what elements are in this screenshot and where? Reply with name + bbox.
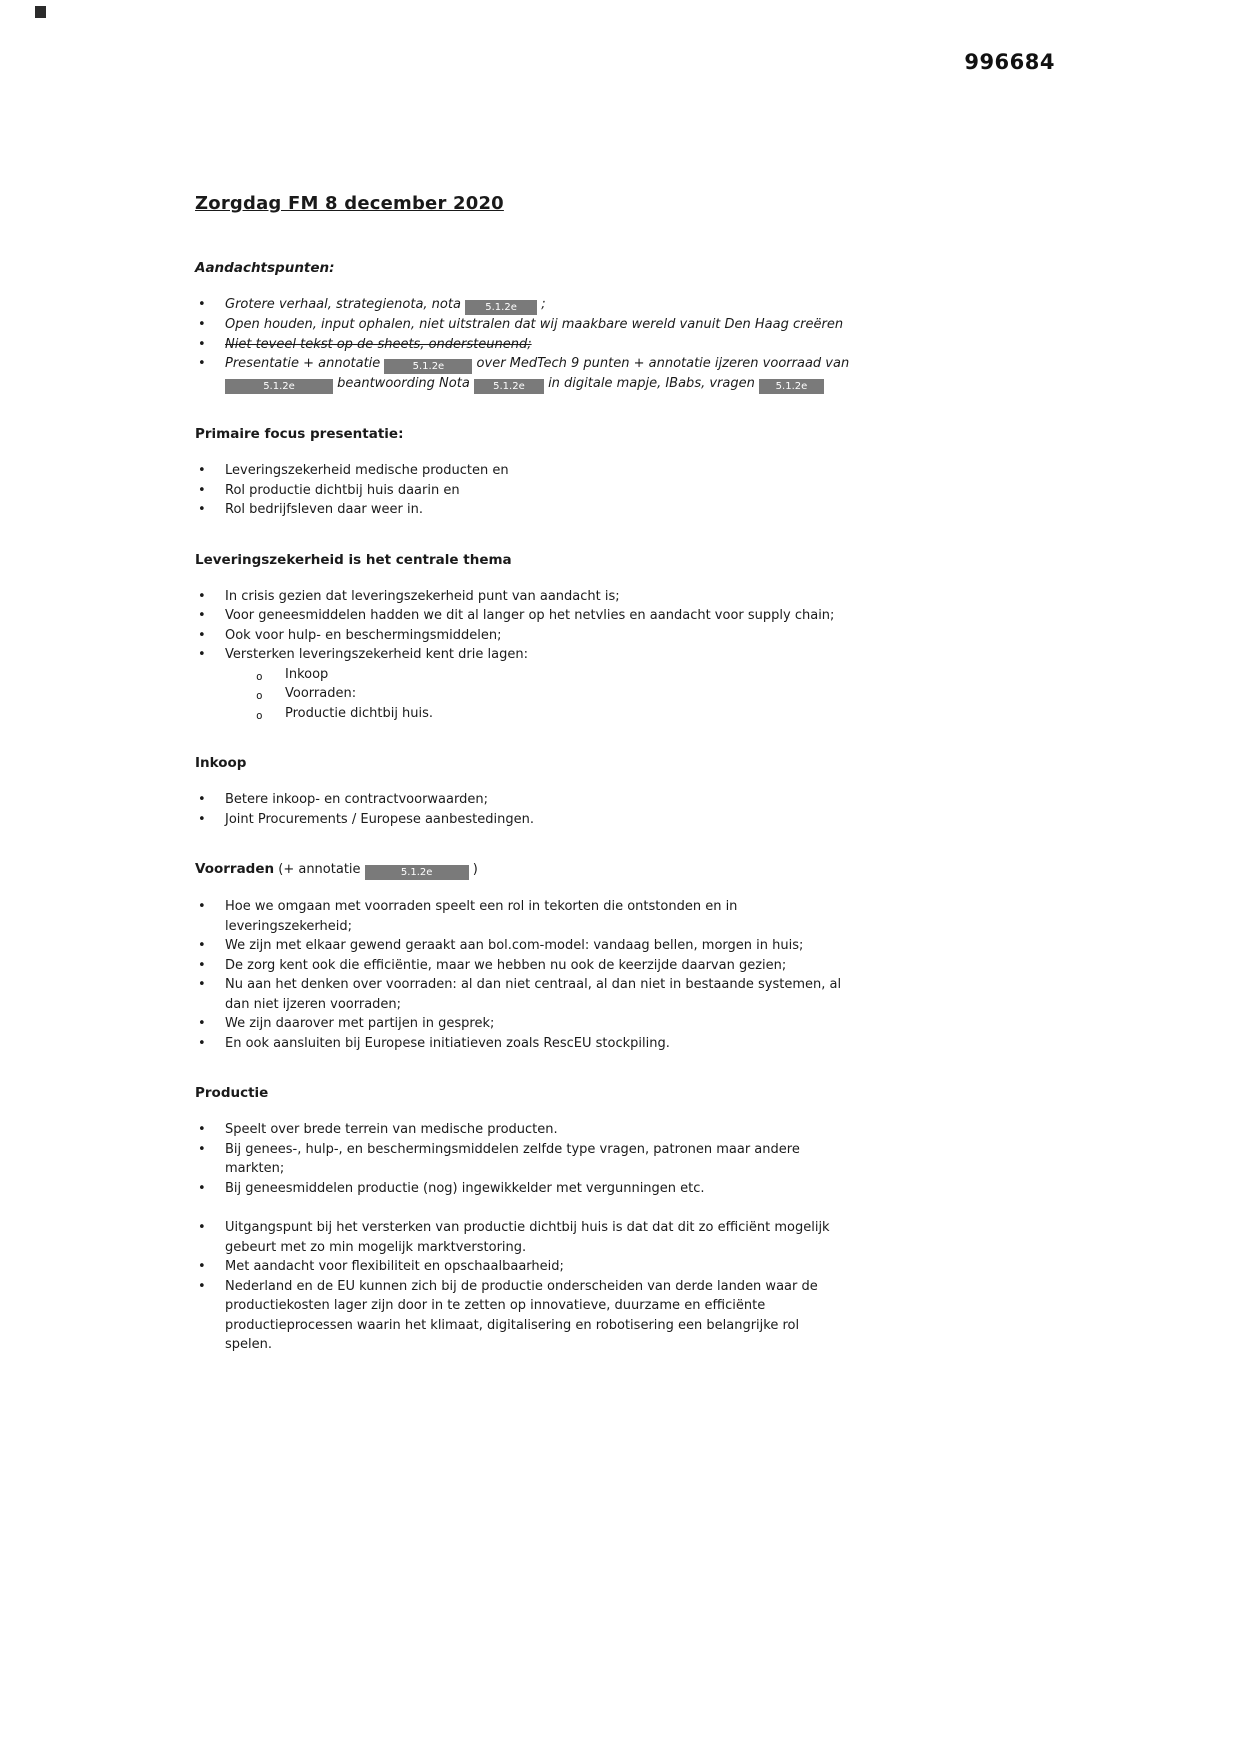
bullet-item: • Nu aan het denken over voorraden: al dan niet centraal, al dan niet in bestaande systemen, al dan niet ijzeren voorraden; — [195, 975, 910, 1014]
bullet-item: • Ook voor hulp- en beschermingsmiddelen; — [195, 626, 910, 646]
scan-artifact — [35, 6, 46, 18]
bullet-list — [195, 295, 910, 394]
redaction-box: 5.1.2e — [384, 359, 472, 374]
document-title: Zorgdag FM 8 december 2020 — [195, 193, 504, 214]
section-leveringszekerheid-is-het-centrale-thema — [195, 550, 910, 724]
document-content — [195, 193, 910, 1355]
section-primaire-focus-presentatie — [195, 424, 910, 520]
bullet-item: • Niet teveel tekst op de sheets, ondersteunend; — [195, 335, 910, 355]
bullet-item: • Voor geneesmiddelen hadden we dit al langer op het netvlies en aandacht voor supply chain; — [195, 606, 910, 626]
section-voorraden — [195, 859, 910, 1053]
bullet-item: • Uitgangspunt bij het versterken van productie dichtbij huis is dat dat dit zo efficiënt mogelijk gebeurt met zo min mogelijk marktverstoring. — [195, 1218, 910, 1257]
bullet-item: • Met aandacht voor flexibiliteit en opschaalbaarheid; — [195, 1257, 910, 1277]
document-number: 996684 — [964, 50, 1055, 74]
bullet-item: • Joint Procurements / Europese aanbestedingen. — [195, 810, 910, 830]
section-heading: Aandachtspunten: — [195, 260, 335, 276]
bullet-item: • We zijn daarover met partijen in gesprek; — [195, 1014, 910, 1034]
bullet-list — [195, 587, 910, 724]
redaction-box: 5.1.2e — [365, 865, 469, 880]
bullet-item: • Bij geneesmiddelen productie (nog) ingewikkelder met vergunningen etc. — [195, 1179, 910, 1199]
section-heading: Voorraden (+ annotatie 5.1.2e ) — [195, 861, 478, 878]
bullet-list — [195, 461, 910, 520]
section-heading: Inkoop — [195, 755, 247, 771]
bullet-item: • Betere inkoop- en contractvoorwaarden; — [195, 790, 910, 810]
redaction-box: 5.1.2e — [759, 379, 824, 394]
bullet-item: • Presentatie + annotatie 5.1.2e over MedTech 9 punten + annotatie ijzeren voorraad van 5.1.2e beantwoording Nota 5.1.2e in digitale mapje, IBabs, vragen 5.1.2e — [195, 354, 910, 394]
bullet-item: • We zijn met elkaar gewend geraakt aan bol.com-model: vandaag bellen, morgen in huis; — [195, 936, 910, 956]
bullet-item: • Versterken leveringszekerheid kent drie lagen: — [195, 645, 910, 665]
section-heading-suffix: (+ annotatie 5.1.2e ) — [274, 862, 478, 878]
section-heading: Productie — [195, 1085, 269, 1101]
bullet-item: • Rol bedrijfsleven daar weer in. — [195, 500, 910, 520]
section-productie — [195, 1083, 910, 1355]
section-heading: Primaire focus presentatie: — [195, 426, 404, 442]
bullet-item: • Leveringszekerheid medische producten en — [195, 461, 910, 481]
section-heading: Leveringszekerheid is het centrale thema — [195, 551, 512, 568]
bullet-list — [195, 790, 910, 829]
redaction-box: 5.1.2e — [465, 300, 537, 315]
bullet-item: • Hoe we omgaan met voorraden speelt een rol in tekorten die ontstonden en in leveringszekerheid; — [195, 897, 910, 936]
bullet-list — [195, 897, 910, 1053]
sub-bullet-item: o Productie dichtbij huis. — [195, 704, 910, 724]
bullet-item: • En ook aansluiten bij Europese initiatieven zoals RescEU stockpiling. — [195, 1034, 910, 1054]
sub-bullet-item: o Voorraden: — [195, 684, 910, 704]
redaction-box: 5.1.2e — [225, 379, 333, 394]
bullet-item: • In crisis gezien dat leveringszekerheid punt van aandacht is; — [195, 587, 910, 607]
redaction-box: 5.1.2e — [474, 379, 544, 394]
bullet-item: • Rol productie dichtbij huis daarin en — [195, 481, 910, 501]
bullet-item: • Bij genees-, hulp-, en beschermingsmiddelen zelfde type vragen, patronen maar andere markten; — [195, 1140, 910, 1179]
document-sections — [195, 258, 910, 1355]
bullet-item: • Grotere verhaal, strategienota, nota 5.1.2e ; — [195, 295, 910, 315]
bullet-list — [195, 1120, 910, 1355]
bullet-item: • Open houden, input ophalen, niet uitstralen dat wij maakbare wereld vanuit Den Haag creëren — [195, 315, 910, 335]
section-inkoop — [195, 753, 910, 829]
bullet-item: • Speelt over brede terrein van medische producten. — [195, 1120, 910, 1140]
bullet-item: • De zorg kent ook die efficiëntie, maar we hebben nu ook de keerzijde daarvan gezien; — [195, 956, 910, 976]
section-aandachtspunten — [195, 258, 910, 394]
sub-bullet-item: o Inkoop — [195, 665, 910, 685]
bullet-item: • Nederland en de EU kunnen zich bij de productie onderscheiden van derde landen waar de productiekosten lager zijn door in te zetten op innovatieve, duurzame en efficiënte productieprocessen waarin het klimaat, digitalisering en robotisering een belangrijke rol spelen. — [195, 1277, 910, 1355]
